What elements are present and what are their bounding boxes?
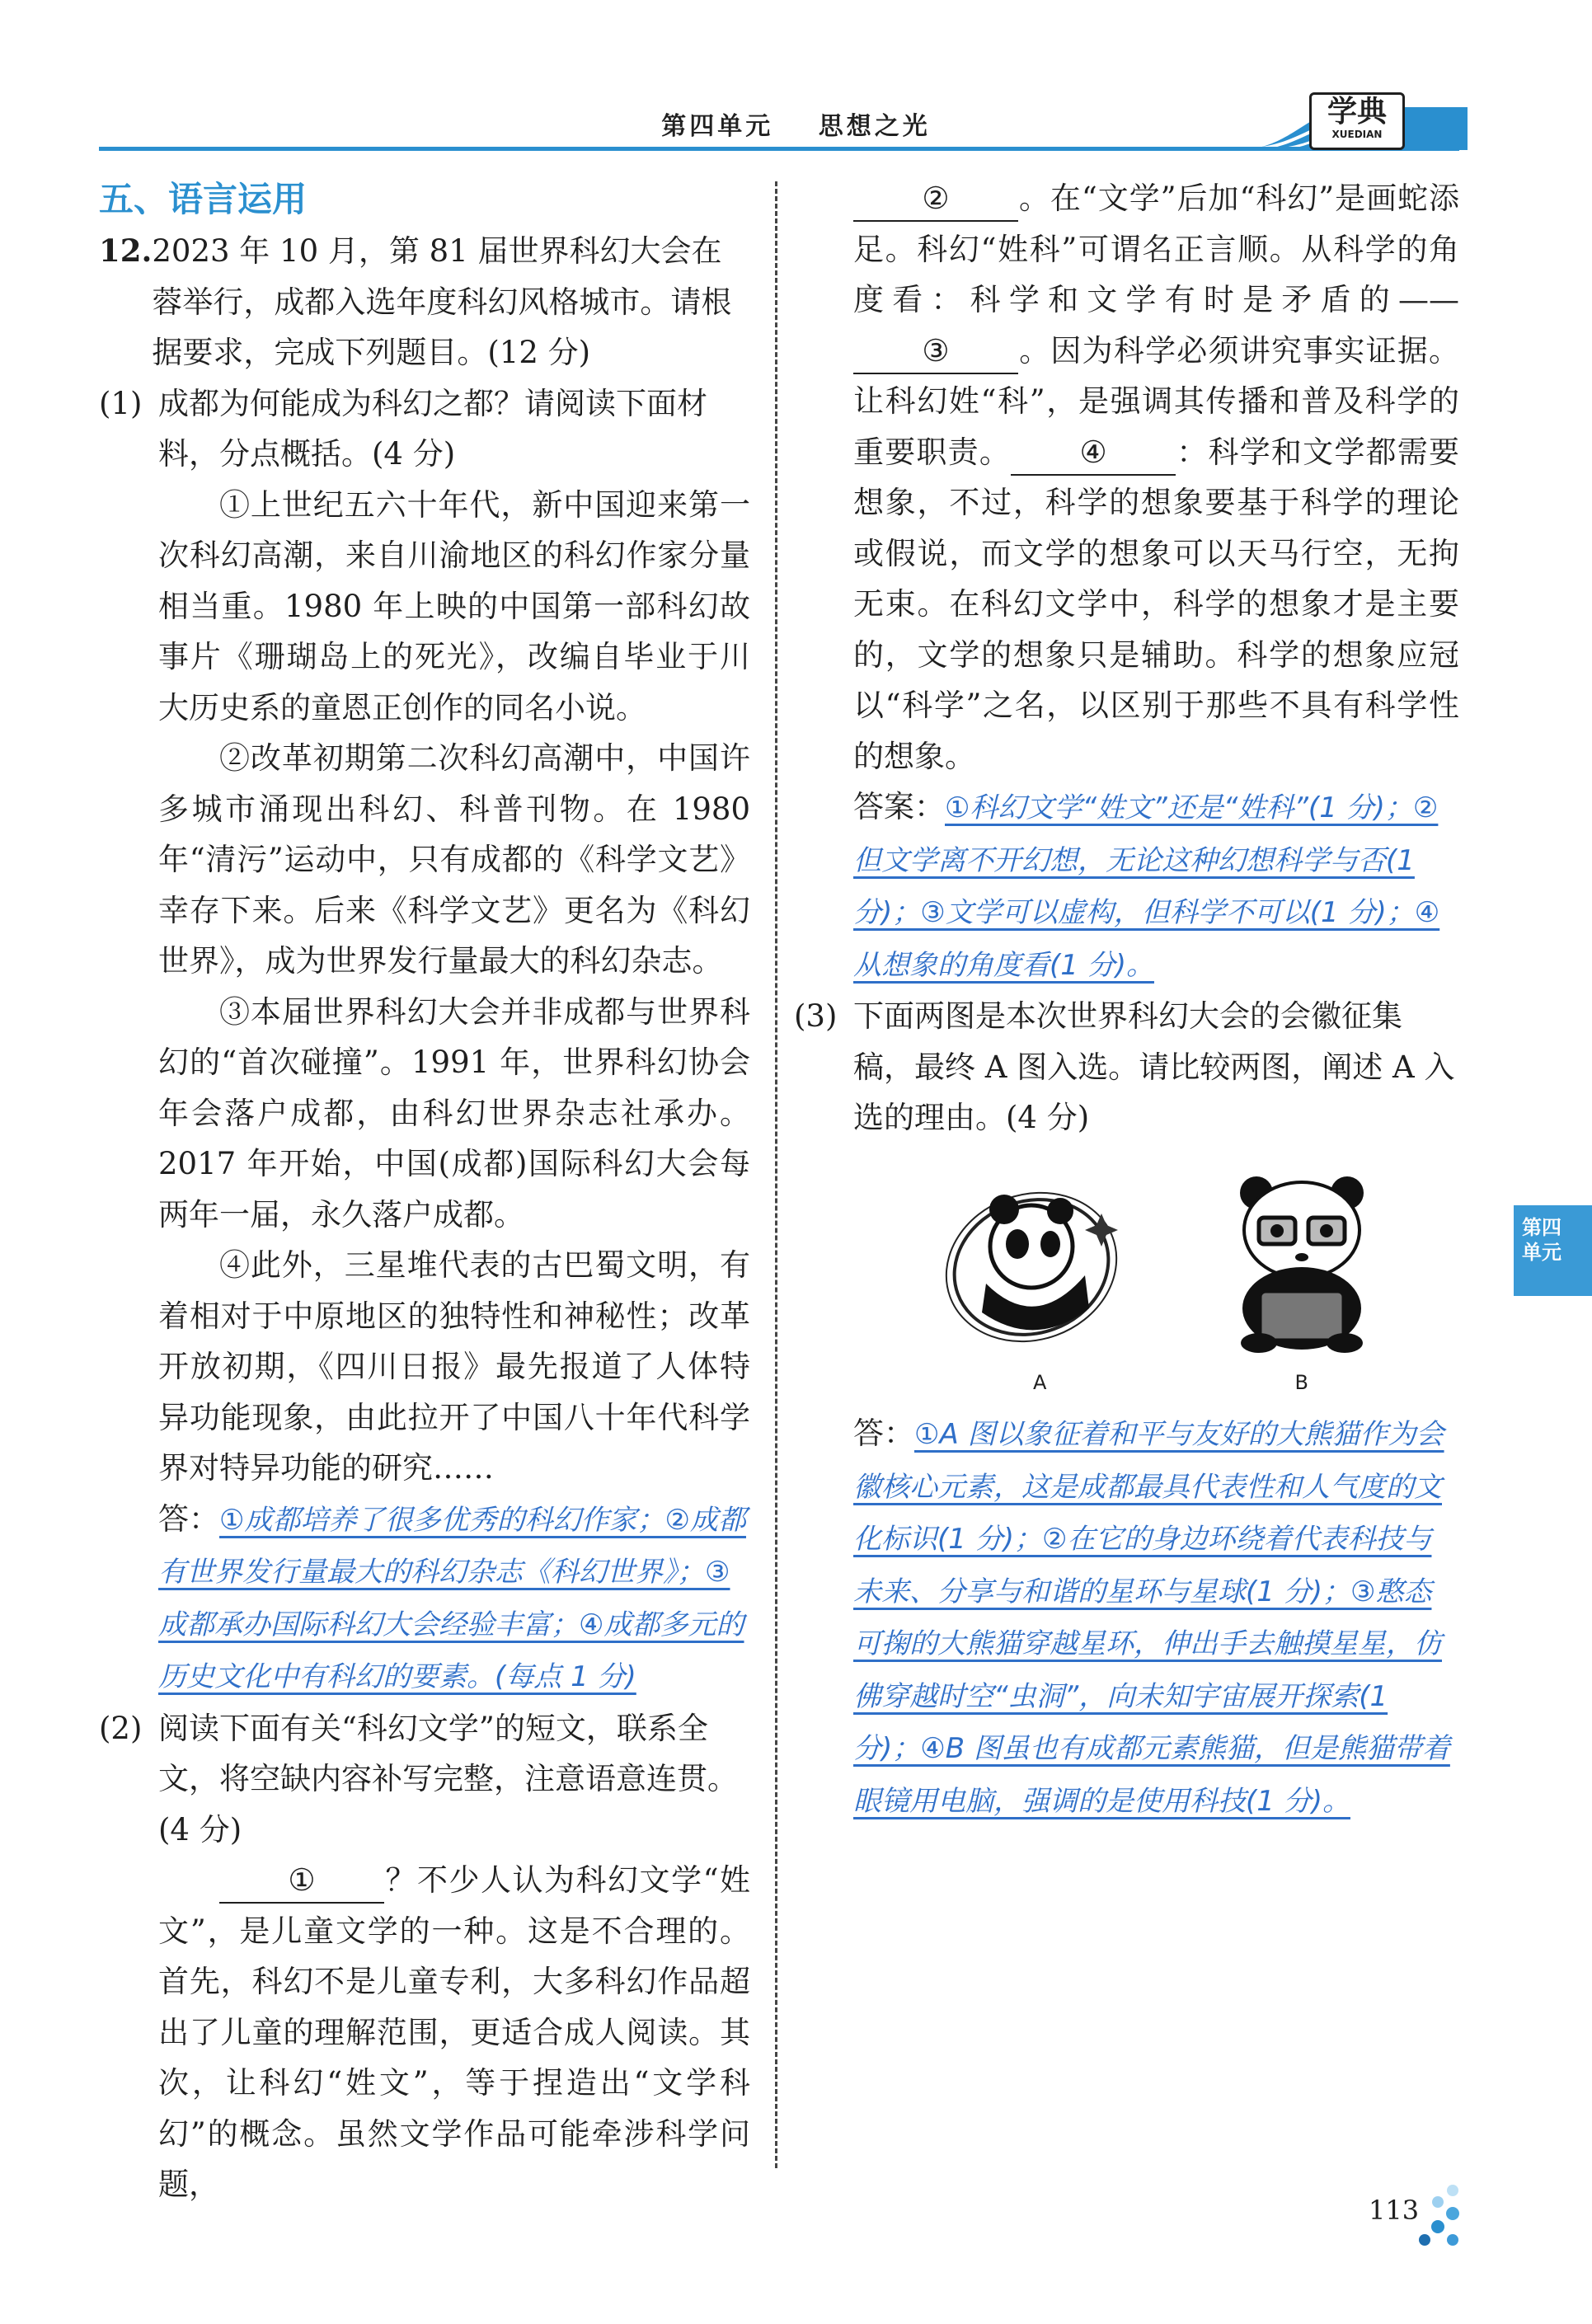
blank-3: ③: [853, 330, 1018, 374]
figure-b-caption: B: [1294, 1370, 1308, 1394]
answer-text: ①成都培养了很多优秀的科幻作家；②成都有世界发行量最大的科幻杂志《科幻世界》；③成都承办国际科幻大会经验丰富；④成都多元的历史文化中有科幻的要素。(每点 1 分): [158, 1503, 746, 1693]
answer-block-3: [853, 1408, 1459, 1827]
question-number: 12.: [99, 232, 153, 269]
unit-label: 第四单元: [661, 112, 774, 141]
blank-4: ④: [1011, 431, 1176, 476]
passage-text-4: ：科学和文学都需要想象，不过，科学的想象要基于科学的理论或假说，而文学的想象可以天马行空，无拘无束。在科幻文学中，科学的想象才是主要的，文学的想象只是辅助。科学的想象应冠以“科学”之名，以区别于那些不具有科学性的想象。: [853, 434, 1460, 774]
unit-side-tab: [1514, 1205, 1592, 1296]
right-column: [794, 173, 1460, 1827]
footer-dot-decoration: [1402, 2181, 1468, 2263]
subquestion-prompt: 阅读下面有关“科幻文学”的短文，联系全文，将空缺内容补写完整，注意语意连贯。(4 分): [158, 1710, 738, 1847]
side-tab-line1: 第四: [1522, 1216, 1561, 1239]
material-paragraph-3: ③本届世界科幻大会并非成都与世界科幻的“首次碰撞”。1991 年，世界科幻协会年会落户成都，由科幻世界杂志社承办。2017 年开始，中国(成都)国际科幻大会每两年一届，永久落户成都。: [158, 993, 750, 1232]
answer-block-2: [853, 782, 1459, 991]
figure-a: [945, 1168, 1134, 1409]
subquestion-prompt: 下面两图是本次世界科幻大会的会徽征集稿，最终 A 图入选。请比较两图，阐述 A 入选的理由。(4 分): [853, 998, 1455, 1135]
answer-text: ①A 图以象征着和平与友好的大熊猫作为会徽核心元素，这是成都最具代表性和人气度的文化标识(1 分)；②在它的身边环绕着代表科技与未来、分享与和谐的星环与星球(1 分)；③憨态可掬的大熊猫穿越星环，伸出手去触摸星星，仿佛穿越时空“虫洞”，向未知宇宙展开探索(1 分)；④B 图虽也有成都元素熊猫，但是熊猫带着眼镜用电脑，强调的是使用科技(1 分)。: [853, 1418, 1450, 1818]
answer-label: 答：: [158, 1500, 219, 1537]
blank-1: ①: [219, 1859, 384, 1904]
blank-2: ②: [853, 177, 1018, 222]
panda-orbit-emblem-image: [945, 1168, 1134, 1358]
passage-text-1: ？不少人认为科幻文学“姓文”，是儿童文学的一种。这是不合理的。首先，科幻不是儿童专利，大多科幻作品超出了儿童的理解范围，更适合成人阅读。其次，让科幻“姓文”，等于捏造出“文学科幻”的概念。虽然文学作品可能牵涉科学问题，: [158, 1862, 750, 2202]
left-column: [99, 173, 750, 2210]
passage-text-2: 。在“文学”后加“科幻”是画蛇添足。科幻“姓科”可谓名正言顺。从科学的角度看：科学和文学有时是矛盾的——: [853, 181, 1459, 317]
unit-topic: 思想之光: [818, 112, 931, 141]
passage-continuation: [853, 173, 1459, 782]
material-paragraph-2: ②改革初期第二次科幻高潮中，中国许多城市涌现出科幻、科普刊物。在 1980 年“清污”运动中，只有成都的《科学文艺》幸存下来。后来《科学文艺》更名为《科幻世界》，成为世界发行量最大的科幻杂志。: [158, 740, 750, 979]
publisher-logo: [1309, 92, 1405, 150]
figure-b: [1219, 1168, 1384, 1409]
subquestion-number: (2): [99, 1710, 143, 1746]
header-rule: [99, 147, 1459, 151]
material-paragraph-1: ①上世纪五六十年代，新中国迎来第一次科幻高潮，来自川渝地区的科幻作家分量相当重。1980 年上映的中国第一部科幻故事片《珊瑚岛上的死光》，改编自毕业于川大历史系的童恩正创作的同名小说。: [158, 486, 750, 725]
passage-text-3: 。因为科学必须讲究事实证据。让科幻姓“科”，是强调其传播和普及科学的重要职责。: [853, 332, 1459, 470]
logo-chinese: 学典: [1327, 94, 1387, 129]
answer-text: ①科幻文学“姓文”还是“姓科”(1 分)；②但文学离不开幻想，无论这种幻想科学与否(1 分)；③文学可以虚构，但科学不可以(1 分)；④从想象的角度看(1 分)。: [853, 791, 1440, 982]
subquestion-2: [99, 1703, 750, 1856]
side-tab-line2: 单元: [1522, 1241, 1561, 1264]
material-block: [99, 480, 750, 1703]
passage-start: [99, 1855, 750, 2210]
section-title: 五、语言运用: [99, 179, 308, 219]
subquestion-number: (1): [99, 385, 143, 421]
emblem-figures: [853, 1143, 1459, 1409]
answer-block-1: [158, 1494, 750, 1703]
figure-a-caption: A: [1033, 1370, 1047, 1394]
answer-label: 答：: [853, 1416, 914, 1451]
subquestion-3: [794, 991, 1459, 1143]
passage-paragraph: [158, 1855, 750, 2210]
subquestion-number: (3): [794, 998, 838, 1034]
material-paragraph-4: ④此外，三星堆代表的古巴蜀文明，有着相对于中原地区的独特性和神秘性；改革开放初期，《四川日报》最先报道了人体特异功能现象，由此拉开了中国八十年代科学界对特异功能的研究……: [158, 1247, 750, 1486]
page-number: 113: [1369, 2195, 1420, 2226]
subquestion-prompt: 成都为何能成为科幻之都？请阅读下面材料，分点概括。(4 分): [158, 385, 707, 472]
answer-label: 答案：: [853, 789, 945, 824]
logo-english: XUEDIAN: [1331, 129, 1383, 140]
column-divider: [775, 181, 777, 2168]
subquestion-1: [99, 378, 750, 480]
panda-laptop-emblem-image: [1219, 1168, 1384, 1358]
question-12-stem: [99, 226, 750, 378]
question-stem-text: 2023 年 10 月，第 81 届世界科幻大会在蓉举行，成都入选年度科幻风格城市。请根据要求，完成下列题目。(12 分): [152, 233, 732, 370]
